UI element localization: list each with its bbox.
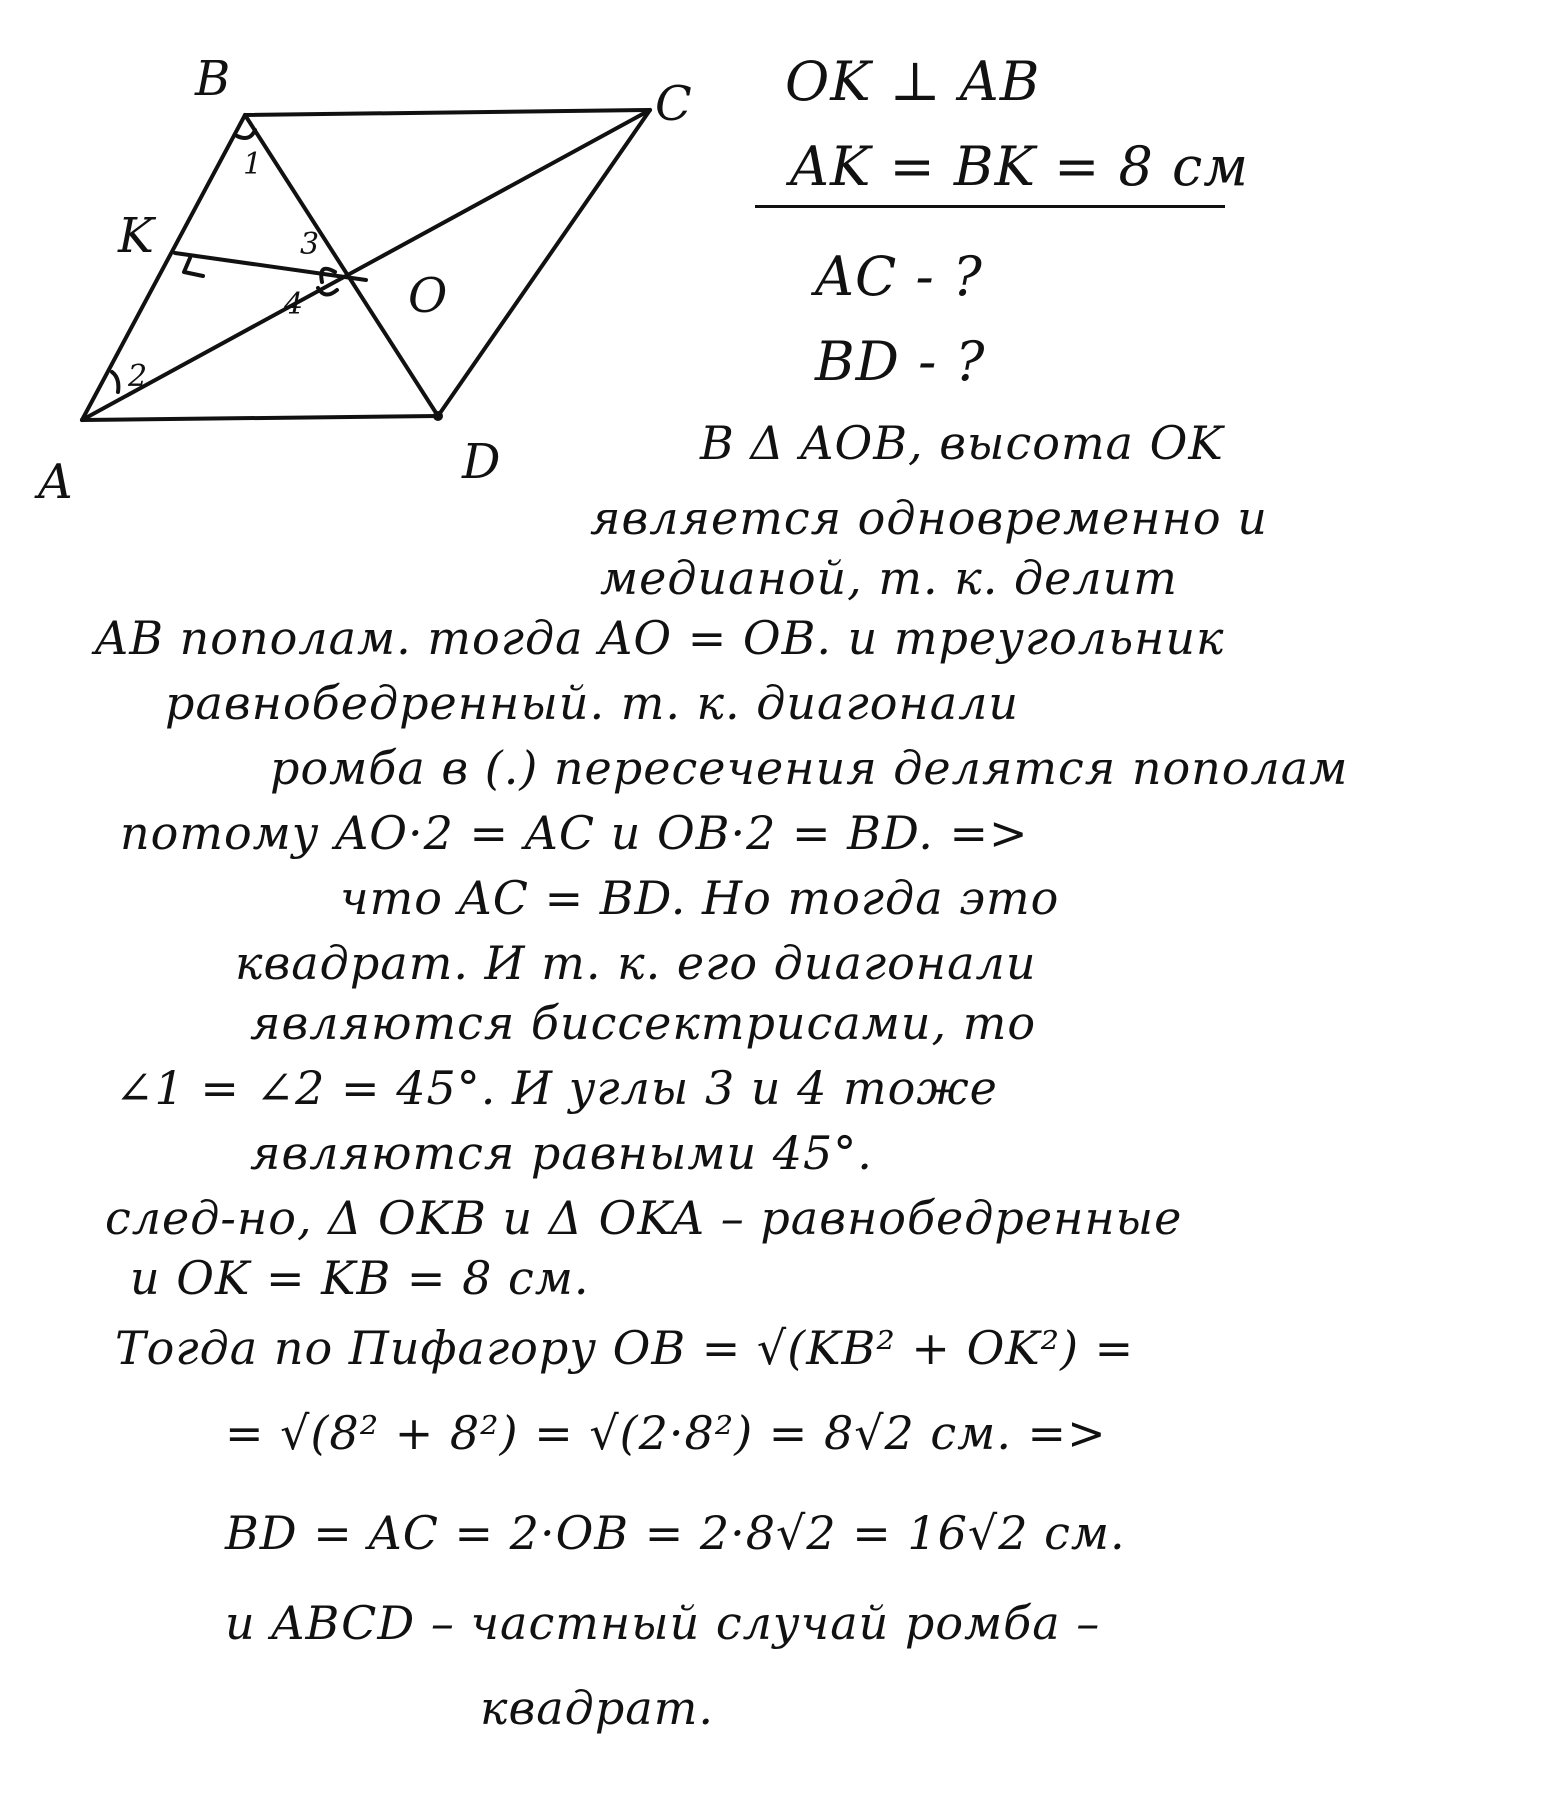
given-divider — [755, 205, 1225, 208]
solution-line-2: является одновременно и — [590, 491, 1268, 545]
find-ac: AC - ? — [815, 245, 983, 308]
solution-line-12: являются равными 45°. — [250, 1126, 873, 1180]
right-angle-mark — [184, 258, 203, 276]
point-label-a: A — [38, 454, 73, 510]
point-label-b: B — [195, 51, 231, 107]
angle-label-2: 2 — [128, 359, 148, 394]
angle-label-3: 3 — [300, 227, 320, 262]
angle-arc-1 — [237, 130, 255, 138]
solution-line-16: = √(8² + 8²) = √(2·8²) = 8√2 см. => — [225, 1406, 1107, 1460]
solution-line-1: В Δ AOB, высота OK — [700, 416, 1224, 470]
angle-label-1: 1 — [243, 147, 263, 182]
angle-label-4: 4 — [284, 287, 304, 322]
angle-arc-2 — [112, 372, 118, 392]
side-ad — [82, 416, 438, 420]
solution-line-11: ∠1 = ∠2 = 45°. И углы 3 и 4 тоже — [115, 1061, 998, 1115]
solution-line-15: Тогда по Пифагору OB = √(KB² + OK²) = — [115, 1321, 1135, 1375]
solution-line-5: равнобедренный. т. к. диагонали — [165, 676, 1020, 730]
angle-arc-4 — [318, 288, 337, 295]
diagonal-ac — [82, 110, 650, 420]
point-label-o: O — [408, 268, 448, 324]
solution-line-9: квадрат. И т. к. его диагонали — [235, 936, 1037, 990]
side-cd — [438, 110, 650, 416]
point-d-dot — [435, 413, 441, 419]
solution-line-3: медианой, т. к. делит — [600, 551, 1178, 605]
given-perpendicular: OK ⊥ AB — [785, 50, 1041, 113]
solution-line-8: что AC = BD. Но тогда это — [340, 871, 1060, 925]
solution-line-19: квадрат. — [480, 1681, 714, 1735]
solution-line-18: и ABCD – частный случай ромба – — [225, 1596, 1101, 1650]
solution-line-10: являются биссектрисами, то — [250, 996, 1037, 1050]
point-label-k: K — [118, 208, 154, 264]
solution-line-13: след-но, Δ OKB и Δ OKA – равнобедренные — [105, 1191, 1183, 1245]
solution-line-7: потому AO·2 = AC и OB·2 = BD. => — [120, 806, 1029, 860]
solution-line-6: ромба в (.) пересечения делятся пополам — [270, 741, 1349, 795]
given-lengths: AK = BK = 8 см — [790, 135, 1250, 198]
point-label-c: C — [655, 76, 692, 132]
solution-line-14: и OK = KB = 8 см. — [130, 1251, 590, 1305]
point-label-d: D — [462, 434, 501, 490]
find-bd: BD - ? — [815, 330, 986, 393]
solution-line-4: AB пополам. тогда AO = OB. и треугольник — [95, 611, 1225, 665]
solution-line-17: BD = AC = 2·OB = 2·8√2 = 16√2 см. — [225, 1506, 1126, 1560]
side-bc — [245, 110, 650, 115]
rhombus-figure — [0, 0, 760, 520]
